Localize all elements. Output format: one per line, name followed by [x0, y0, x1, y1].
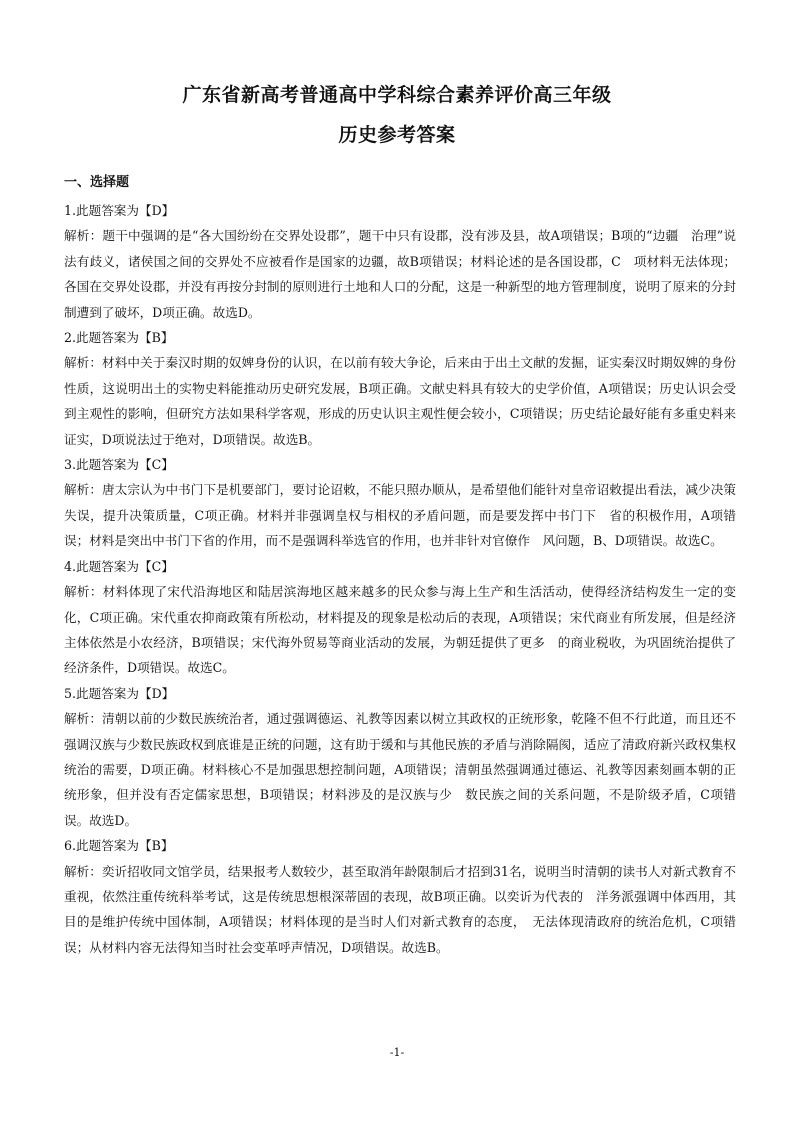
answer-line: 4.此题答案为【C】: [64, 558, 174, 574]
question-item: [64, 833, 736, 960]
question-item: [64, 681, 736, 833]
explanation-text: 解析：材料中关于秦汉时期的奴婢身份的认识，在以前有较大争论，后来由于出土文献的发掘，证实秦汉时期奴婢的身份性质，这说明出土的实物史料能推动历史研究发展，B项正确。文献史料具有较大的史学价值，A项错误；历史认识会受到主观性的影响，但研究方法如果科学客观，形成的历史认识主观性便会较小，C项错误；历史结论最好能有多重史料来证实，D项说法过于绝对，D项错误。故选B。: [64, 355, 736, 447]
answer-line: 5.此题答案为【D】: [64, 685, 175, 701]
explanation-text: 解析：唐太宗认为中书门下是机要部门，要讨论诏敕，不能只照办顺从，是希望他们能针对皇帝诏敕提出看法，减少决策失误，提升决策质量，C项正确。材料并非强调皇权与相权的矛盾问题，而是要发挥中书门下 省的积极作用，A项错误；材料是突出中书门下省的作用，而不是强调科举选官的作用，也并非针对官僚作 风问题，B、D项错误。故选C。: [64, 482, 736, 549]
question-item: [64, 198, 736, 325]
answer-line: 2.此题答案为【B】: [64, 330, 174, 346]
explanation-text: 解析：奕䜣招收同文馆学员，结果报考人数较少，甚至取消年龄限制后才招到31名，说明当时清朝的读书人对新式教育不重视，依然注重传统科举考试，这是传统思想根深蒂固的表现，故B项正确。以奕䜣为代表的 洋务派强调中体西用，其目的是维护传统中国体制，A项错误；材料体现的是当时人们对新式教育的态度， 无法体现清政府的统治危机，C项错误；从材料内容无法得知当时社会变革呼声情况，D项错误。故选B。: [64, 863, 736, 955]
question-item: [64, 325, 736, 452]
document-subtitle: 历史参考答案: [338, 124, 456, 146]
answer-list: [64, 198, 736, 960]
answer-line: 6.此题答案为【B】: [64, 838, 174, 854]
explanation-text: 解析：材料体现了宋代沿海地区和陆居滨海地区越来越多的民众参与海上生产和生活活动，使得经济结构发生一定的变化，C项正确。宋代重农抑商政策有所松动，材料提及的现象是松动后的表现，A项错误；宋代商业有所发展，但是经济主体依然是小农经济，B项错误；宋代海外贸易等商业活动的发展，为朝廷提供了更多 的商业税收，为巩固统治提供了经济条件，D项错误。故选C。: [64, 584, 736, 676]
section-heading: 一、选择题: [64, 175, 130, 190]
question-item: [64, 554, 736, 681]
explanation-text: 解析：题干中强调的是“各大国纷纷在交界处设郡”，题干中只有设郡，没有涉及县，故A项错误；B项的“边疆 治理”说法有歧义，诸侯国之间的交界处不应被看作是国家的边疆，故B项错误；材料论述的是各国设郡，C 项材料无法体现；各国在交界处设郡，并没有再按分封制的原则进行土地和人口的分配，这是一种新型的地方管理制度，说明了原来的分封制遭到了破坏，D项正确。故选D。: [64, 228, 736, 320]
explanation-text: 解析：清朝以前的少数民族统治者，通过强调德运、礼教等因素以树立其政权的正统形象，乾隆不但不行此道，而且还不强调汉族与少数民族政权到底谁是正统的问题，这有助于缓和与其他民族的矛盾与消除隔阂，适应了清政府新兴政权集权统治的需要，D项正确。材料核心不是加强思想控制问题，A项错误；清朝虽然强调通过德运、礼教等因素刻画本朝的正统形象，但并没有否定儒家思想，B项错误；材料涉及的是汉族与少 数民族之间的关系问题，不是阶级矛盾，C项错误。故选D。: [64, 711, 736, 828]
question-item: [64, 452, 736, 554]
answer-line: 1.此题答案为【D】: [64, 203, 175, 218]
answer-line: 3.此题答案为【C】: [64, 457, 174, 473]
document-title: 广东省新高考普通高中学科综合素养评价高三年级: [182, 84, 612, 106]
page-number: -1-: [389, 1046, 405, 1059]
